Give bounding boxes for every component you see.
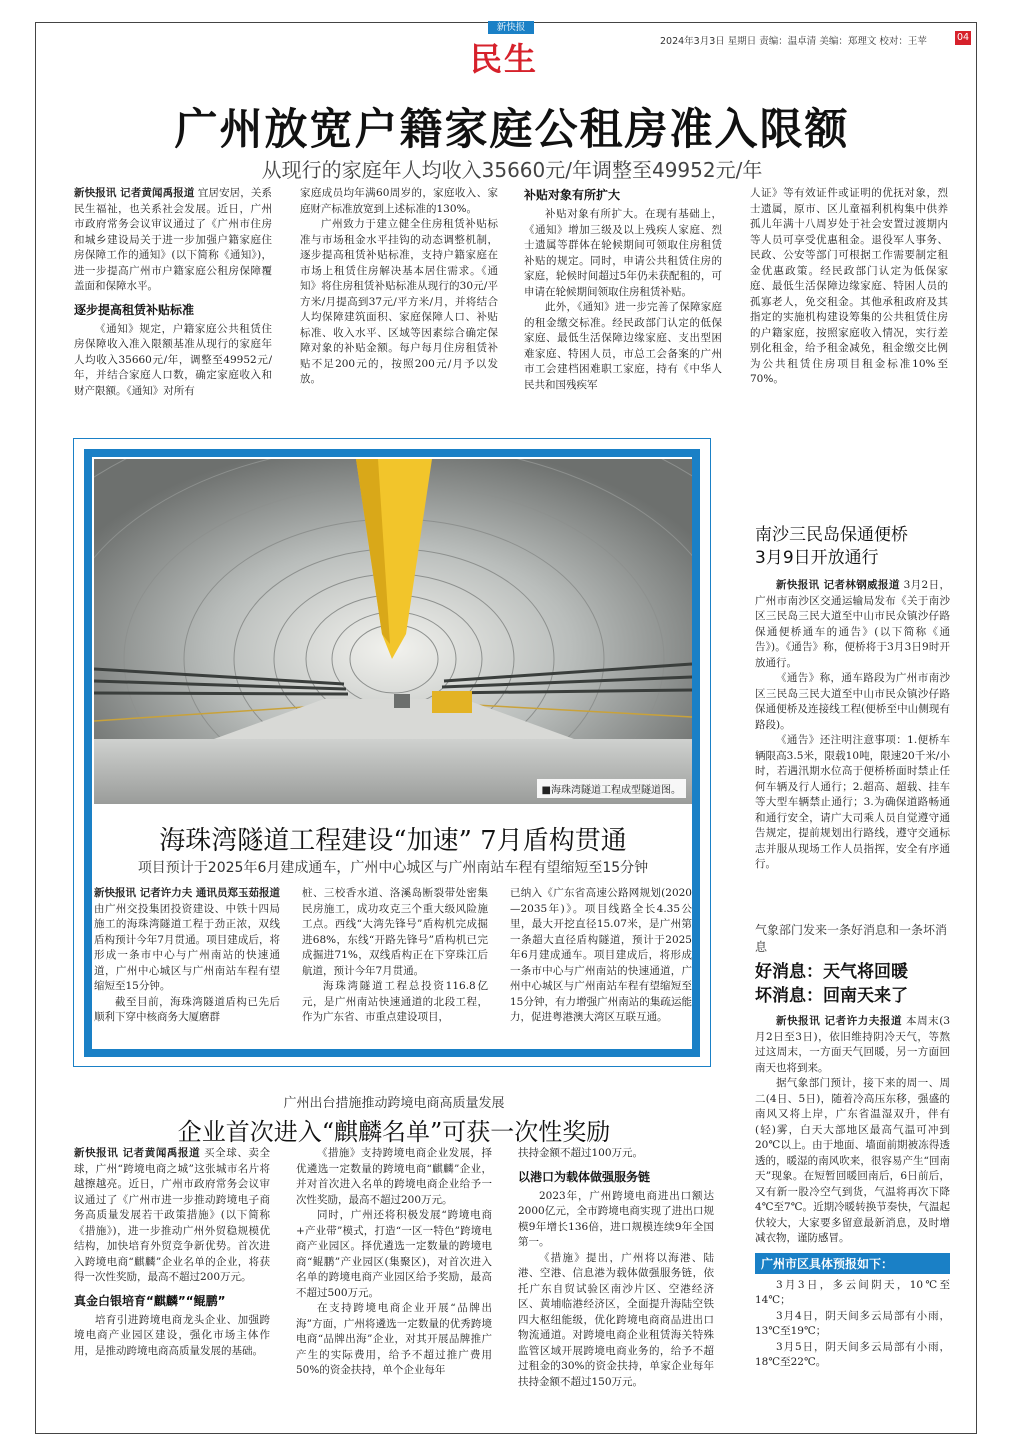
subhead: 逐步提高租赁补贴标准 bbox=[74, 302, 195, 317]
dateline: 2024年3月3日 星期日 责编：温卓清 美编：郑理文 校对：王苹 bbox=[660, 36, 927, 47]
paragraph: 《通知》规定，户籍家庭公共租赁住房保障收入准入限额基准从现行的家庭年人均收入35660元/年，调整至49952元/年，并结合家庭人口数，确定家庭收入和财产限额。《通知》对所有 bbox=[74, 322, 272, 397]
paragraph: 同时，广州还将积极发展“跨境电商+产业带”模式，打造“一区一特色”跨境电商产业园区。择优遴选一定数量的跨境电商“鲲鹏”产业园区(集聚区)，对首次进入名单的跨境电商产业园区给予奖励，最高不超过500万元。 bbox=[296, 1209, 492, 1299]
paragraph: 买全球、卖全球，广州“跨境电商之城”这张城市名片将越擦越亮。近日，广州市政府常务会议审议通过了《广州市进一步推动跨境电子商务高质量发展若干政策措施》(以下简称《措施》)，进一步推动广州外贸稳规模优结构，加快培育外贸竞争新优势。首次进入跨境电商“麒麟”企业名单的企业，将获得一次性奖励，最高不超过200万元。 bbox=[74, 1147, 270, 1283]
paragraph: 扶持金额不超过100万元。 bbox=[518, 1147, 644, 1159]
paragraph: 家庭成员均年满60周岁的，家庭收入、家庭财产标准放宽到上述标准的130%。 bbox=[300, 187, 498, 215]
top-story-col1 bbox=[74, 186, 272, 399]
paragraph: 在支持跨境电商企业开展“品牌出海”方面，广州将遴选一定数量的优秀跨境电商“品牌出海”企业，对其开展品牌推广产生的实际费用，给予不超过推广费用50%的资金扶持，单个企业每年 bbox=[296, 1302, 492, 1376]
ecommerce-col2 bbox=[296, 1146, 492, 1379]
paragraph: 海珠湾隧道工程总投资116.8亿元，是广州南站快速通道的北段工程，作为广东省、市重点建设项目， bbox=[302, 980, 488, 1023]
paragraph: 3月2日，广州市南沙区交通运输局发布《关于南沙区三民岛三民大道至中山市民众镇沙仔路保通便桥通车的通告》(以下简称《通告》)。《通告》称，便桥将于3月3日9时开放通行。 bbox=[755, 579, 950, 669]
tunnel-story-headline: 海珠湾隧道工程建设“加速” 7月盾构贯通 bbox=[159, 826, 627, 856]
byline: 新快报讯 记者黄闻禹报道 bbox=[74, 187, 195, 199]
ecommerce-col3 bbox=[518, 1146, 714, 1390]
ecommerce-kicker: 广州出台措施推动跨境电商高质量发展 bbox=[283, 1096, 505, 1111]
paragraph: 培育引进跨境电商龙头企业、加强跨境电商产业园区建设，强化市场主体作用，是推动跨境电商高质量发展的基础。 bbox=[74, 1313, 270, 1357]
tunnel-col3 bbox=[510, 886, 692, 1026]
paragraph: 人证》等有效证件或证明的优抚对象，烈士遗属，原市、区儿童福利机构集中供养孤儿年满十八周岁处于社会安置过渡期内等人员可享受优惠租金。退役军人事务、民政、公安等部门可根据工作需要制定租金优惠政策。经民政部门认定为低保家庭、最低生活保障边缘家庭、特困人员的孤寡老人，免交租金。其他承租政府及其指定的实施机构建设筹集的公共租赁住房的户籍家庭，按照家庭收入情况，实行差别化租金，给予租金减免，租金缴交比例为公共租赁住房项目租金标准10%至70%。 bbox=[750, 187, 948, 385]
photo-caption: ■海珠湾隧道工程成型隧道图。 bbox=[537, 779, 686, 798]
byline: 新快报讯 记者许力夫报道 bbox=[776, 1015, 903, 1027]
paragraph: 《通告》称，通车路段为广州市南沙区三民岛三民大道至中山市民众镇沙仔路保通便桥及连接线工程(便桥至中山侧现有路段)。 bbox=[755, 672, 950, 731]
tunnel-photo bbox=[94, 459, 692, 804]
tunnel-col1 bbox=[94, 886, 280, 1026]
weather-headline-line1: 好消息：天气将回暖 bbox=[755, 962, 908, 982]
weather-story bbox=[755, 922, 950, 1371]
ecommerce-col1 bbox=[74, 1146, 270, 1359]
forecast-item: 3月4日，阴天间多云局部有小雨，13℃至19℃； bbox=[755, 1309, 950, 1337]
top-story-col4 bbox=[750, 186, 948, 388]
paragraph: 已纳入《广东省高速公路网规划(2020—2035年)》。项目线路全长4.35公里，最大开挖直径15.07米，是广州第一条超大直径盾构隧道，预计于2025年6月建成通车。项目建成后，将形成一条市中心与广州南站的快速通道，广州中心城区与广州南站车程有望缩短至15分钟，有力增强广州南站的集疏运能力，促进粤港澳大湾区互联互通。 bbox=[510, 887, 692, 1023]
top-story-col3 bbox=[524, 186, 722, 393]
bridge-story bbox=[755, 524, 950, 873]
paragraph: 据气象部门预计，接下来的周一、周二(4日、5日)，随着冷高压东移，强盛的南风又将上岸，广东省温湿双升，伴有(轻)雾，白天大部地区最高气温可冲到20℃以上。由于地面、墙面前期被冻得透透的，暖湿的南风吹来，很容易产生“回南天”现象。在短暂回暖回南后，6日前后，又有新一股冷空气到货，气温将再次下降4℃至7℃。近期冷暖转换节奏快，气温起伏较大，大家要多留意最新消息，及时增减衣物，谨防感冒。 bbox=[755, 1077, 950, 1244]
paragraph: 桩、三校香水道、洛溪岛断裂带处密集民房施工，成功攻克三个重大级风险施工点。西线“大湾先锋号”盾构机完成掘进68%，东线“开路先锋号”盾构机已完成掘进71%，双线盾构正在下穿珠江后航道，预计今年7月贯通。 bbox=[302, 887, 488, 977]
top-story-subheadline: 从现行的家庭年人均收入35660元/年调整至49952元/年 bbox=[261, 158, 763, 182]
bridge-headline-line2: 3月9日开放通行 bbox=[755, 548, 879, 568]
paragraph: 补贴对象有所扩大。在现有基础上，《通知》增加三级及以上残疾人家庭、烈士遗属等群体在轮候期间可领取住房租赁补贴的规定。同时，申请公共租赁住房的家庭，轮候时间超过5年仍未获配租的，可申请在轮候期间领取住房租赁补贴。 bbox=[524, 208, 722, 298]
ecommerce-headline: 企业首次进入“麒麟名单”可获一次性奖励 bbox=[177, 1118, 611, 1146]
paragraph: 此外，《通知》进一步完善了保障家庭的租金缴交标准。经民政部门认定的低保家庭、最低生活保障边缘家庭、支出型困难家庭、特困人员，市总工会备案的广州市工会建档困难职工家庭，持有《中华人民共和国残疾军 bbox=[524, 301, 722, 391]
paragraph: 截至目前，海珠湾隧道盾构已先后顺利下穿中核商务大厦磨群 bbox=[94, 995, 280, 1023]
masthead-badge: 新快报 bbox=[488, 21, 534, 34]
byline: 新快报讯 记者黄闻禹报道 bbox=[74, 1147, 201, 1159]
weather-kicker: 气象部门发来一条好消息和一条坏消息 bbox=[755, 923, 948, 954]
paragraph: 由广州交投集团投资建设、中铁十四局施工的海珠湾隧道工程于劲正浓，双线盾构预计今年7月贯通。项目建成后，将形成一条市中心与广州南站的快速通道，广州中心城区与广州南站车程有望缩短至15分钟。 bbox=[94, 902, 280, 992]
paragraph: 《措施》支持跨境电商企业发展，择优遴选一定数量的跨境电商“麒麟”企业，并对首次进入名单的跨境电商企业给予一次性奖励，最高不超过200万元。 bbox=[296, 1147, 492, 1206]
paragraph: 2023年，广州跨境电商进出口额达2000亿元，全市跨境电商实现了进出口规模9年增长136倍，进口规模连续9年全国第一。 bbox=[518, 1189, 714, 1248]
byline: 新快报讯 记者林钢威报道 bbox=[776, 579, 900, 591]
top-story-col2 bbox=[300, 186, 498, 388]
tunnel-col2 bbox=[302, 886, 488, 1026]
subhead: 以港口为载体做强服务链 bbox=[518, 1169, 651, 1184]
bridge-headline-line1: 南沙三民岛保通便桥 bbox=[755, 525, 908, 545]
paragraph: 宜居安居，关系民生福祉，也关系社会发展。近日，广州市政府常务会议审议通过了《广州市住房和城乡建设局关于进一步加强户籍家庭住房保障工作的通知》(以下简称《通知》)，进一步提高广州市户籍家庭公租房保障覆盖面和保障水平。 bbox=[74, 187, 272, 292]
top-story-headline: 广州放宽户籍家庭公租房准入限额 bbox=[174, 105, 850, 155]
tunnel-story-subheadline: 项目预计于2025年6月建成通车，广州中心城区与广州南站车程有望缩短至15分钟 bbox=[137, 860, 649, 876]
forecast-item: 3月3日，多云间阴天，10℃至14℃； bbox=[755, 1278, 950, 1306]
section-title: 民生 bbox=[470, 40, 539, 78]
subhead: 真金白银培育“麒麟”“鲲鹏” bbox=[74, 1293, 226, 1308]
paragraph: 本周末(3月2日至3日)，依旧维持阴冷天气，等熬过这周末，一方面天气回暖，另一方面回南天也将到来。 bbox=[755, 1015, 950, 1074]
paragraph: 《措施》提出，广州将以海港、陆港、空港、信息港为载体做强服务链，依托广东自贸试验区南沙片区、空港经济区、黄埔临港经济区，全面提升海陆空铁四大枢纽能级，优化跨境电商商品进出口物流通道。对跨境电商企业租赁海关特殊监管区域开展跨境电商业务的，给予不超过租金的30%的资金扶持，单家企业每年扶持金额不超过150万元。 bbox=[518, 1251, 714, 1388]
forecast-title: 广州市区具体预报如下： bbox=[755, 1253, 950, 1274]
subhead: 补贴对象有所扩大 bbox=[524, 188, 621, 202]
page-number: 04 bbox=[956, 32, 970, 43]
weather-headline-line2: 坏消息：回南天来了 bbox=[755, 986, 908, 1006]
paragraph: 广州致力于建立健全住房租赁补贴标准与市场租金水平挂钩的动态调整机制，逐步提高租赁补贴标准，支持户籍家庭在市场上租赁住房解决基本居住需求。《通知》将住房租赁补贴标准从现行的30元/平方米/月提高到37元/平方米/月，并将结合人均保障建筑面积、家庭保障人口、补贴标准、收入水平、区域等因素综合确定保障对象的补贴金额。每户每月住房租赁补贴不足200元的，按照200元/月予以发放。 bbox=[300, 218, 498, 385]
paragraph: 《通告》还注明注意事项：1.便桥车辆限高3.5米，限载10吨，限速20千米/小时，若遇汛期水位高于便桥桥面时禁止任何车辆及行人通行；2.超高、超载、挂车等大型车辆禁止通行；3.为确保道路畅通和通行安全，请广大司乘人员自觉遵守通告规定，提前规划出行路线，遵守交通标志并服从现场工作人员指挥，安全有序通行。 bbox=[755, 734, 950, 870]
forecast-item: 3月5日，阴天间多云局部有小雨，18℃至22℃。 bbox=[755, 1340, 950, 1368]
byline: 新快报讯 记者许力夫 通讯员郑玉茹报道 bbox=[94, 887, 280, 899]
